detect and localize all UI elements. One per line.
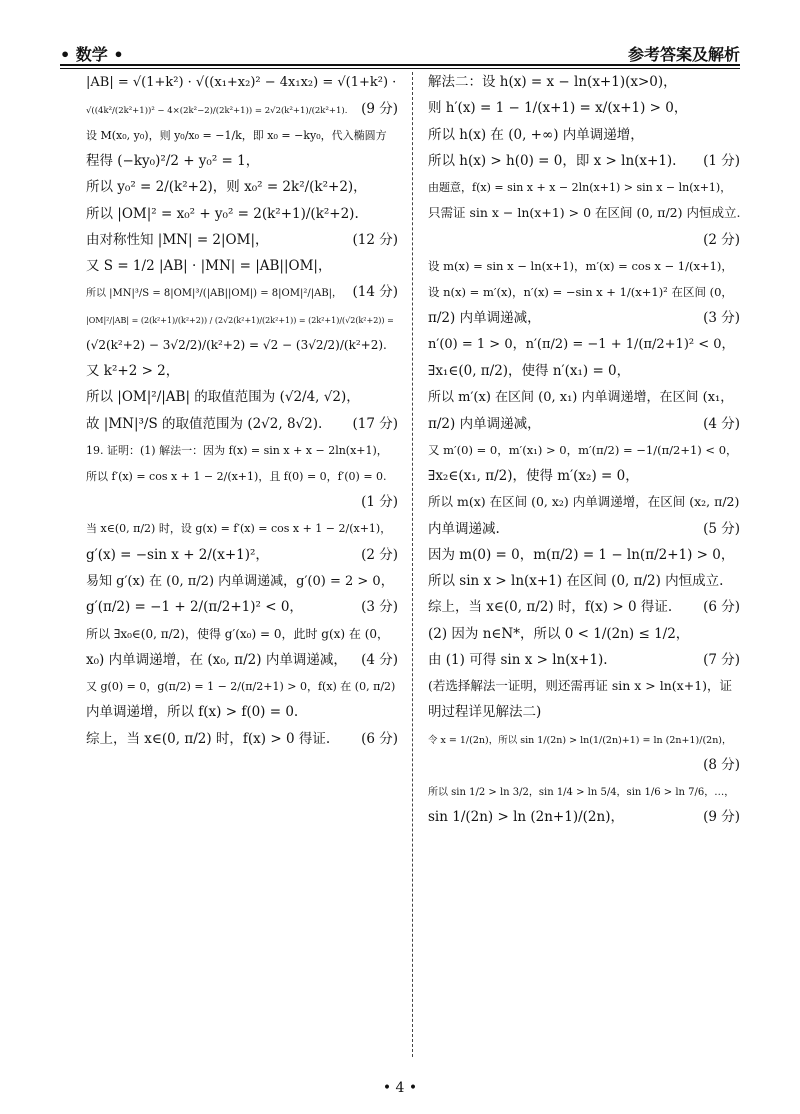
solution-line: [428, 361, 740, 381]
solution-line: [86, 597, 398, 617]
solution-line: [428, 151, 740, 171]
line-text: 所以 h(x) > h(0) = 0，即 x > ln(x+1).: [428, 152, 677, 169]
solution-line: [428, 282, 740, 302]
page-header: [60, 38, 740, 64]
solution-line: [428, 702, 740, 722]
line-text: π/2) 内单调递减，: [428, 310, 541, 326]
solution-line: [86, 571, 398, 592]
score-mark: (1 分): [703, 152, 740, 169]
solution-line: [428, 125, 740, 145]
solution-line: [428, 414, 740, 434]
line-text: 故 |MN|³/S 的取值范围为 (2√2, 8√2).: [86, 415, 323, 432]
line-text: 又 m′(0) = 0，m′(x₁) > 0，m′(π/2) = −1/(π/2+1) < 0，: [428, 442, 738, 457]
score-mark: (9 分): [703, 809, 740, 825]
line-text: 因为 m(0) = 0，m(π/2) = 1 − ln(π/2+1) > 0，: [428, 546, 735, 563]
document-title: 参考答案及解析: [627, 45, 740, 64]
line-text: √((4k²/(2k²+1))² − 4×(2k²−2)/(2k²+1)) = 2√2(k²+1)/(2k²+1).: [86, 105, 348, 116]
line-text: ∃x₂∈(x₁, π/2)，使得 m′(x₂) = 0，: [428, 468, 639, 484]
solution-line: [86, 177, 398, 197]
line-text: 则 h′(x) = 1 − 1/(x+1) = x/(x+1) > 0，: [428, 100, 688, 117]
line-text: (2) 因为 n∈N*，所以 0 < 1/(2n) ≤ 1/2，: [428, 625, 690, 642]
line-text: 又 g(0) = 0，g(π/2) = 1 − 2/(π/2+1) > 0，f(x) 在 (0, π/2): [86, 680, 396, 693]
line-text: 只需证 sin x − ln(x+1) > 0 在区间 (0, π/2) 内恒成立.: [428, 205, 741, 221]
solution-line: [428, 807, 740, 827]
score-mark: (3 分): [361, 599, 398, 616]
line-text: 所以 |OM|² = x₀² + y₀² = 2(k²+1)/(k²+2).: [86, 205, 359, 222]
line-text: 由对称性知 |MN| = 2|OM|，: [86, 231, 269, 248]
line-text: 所以 f′(x) = cos x + 1 − 2/(x+1)，且 f(0) = 0，f′(0) = 0.: [86, 470, 387, 483]
line-text: (若选择解法一证明，则还需再证 sin x > ln(x+1)，证: [428, 678, 733, 693]
column-divider: [412, 72, 413, 1057]
page-number: • 4 •: [382, 1080, 418, 1096]
solution-line: [86, 361, 398, 381]
solution-line: [428, 177, 740, 197]
line-text: 19. 证明：(1) 解法一：因为 f(x) = sin x + x − 2ln(x+1)，: [86, 443, 388, 457]
solution-line: [86, 335, 398, 355]
solution-line: [86, 151, 398, 171]
solution-line: [86, 99, 398, 119]
line-text: 内单调递增，所以 f(x) > f(0) = 0.: [86, 704, 299, 721]
left-column: [86, 72, 398, 755]
score-mark: (14 分): [352, 284, 398, 301]
score-mark: (6 分): [361, 730, 398, 747]
solution-line: [428, 545, 740, 565]
line-text: 综上，当 x∈(0, π/2) 时，f(x) > 0 得证.: [86, 730, 331, 747]
line-text: 综上，当 x∈(0, π/2) 时，f(x) > 0 得证.: [428, 599, 673, 616]
line-text: 所以 sin x > ln(x+1) 在区间 (0, π/2) 内恒成立.: [428, 573, 724, 589]
solution-line: [428, 334, 740, 355]
score-mark: (12 分): [352, 231, 398, 248]
line-text: x₀) 内单调递增，在 (x₀, π/2) 内单调递减，: [86, 651, 347, 668]
line-text: ∃x₁∈(0, π/2)，使得 n′(x₁) = 0，: [428, 362, 631, 379]
line-text: π/2) 内单调递减，: [428, 415, 541, 432]
solution-line: [428, 440, 740, 460]
solution-line: [86, 440, 398, 460]
solution-line: [428, 597, 740, 617]
line-text: 又 k²+2 > 2，: [86, 363, 180, 379]
solution-line: [86, 702, 398, 722]
score-mark: (17 分): [352, 415, 398, 432]
line-text: 又 S = 1/2 |AB| · |MN| = |AB||OM|，: [86, 258, 332, 274]
line-text: (√2(k²+2) − 3√2/2)/(k²+2) = √2 − (3√2/2)/(k²+2).: [86, 337, 387, 352]
line-text: 由题意，f(x) = sin x + x − 2ln(x+1) > sin x − ln(x+1)，: [428, 181, 732, 194]
line-text: g′(x) = −sin x + 2/(x+1)²，: [86, 546, 269, 563]
score-mark: (2 分): [361, 546, 398, 563]
line-text: 所以 |OM|²/|AB| 的取值范围为 (√2/4, √2)，: [86, 389, 360, 406]
solution-line: [428, 72, 740, 92]
line-text: 内单调递减.: [428, 520, 500, 537]
header-rule: [60, 64, 740, 66]
solution-line: [428, 98, 740, 118]
solution-line: [428, 650, 740, 670]
solution-line: [86, 125, 398, 145]
solution-line: [86, 309, 398, 329]
solution-line: [428, 781, 740, 801]
solution-line: [86, 72, 398, 93]
solution-line: [428, 387, 740, 408]
line-text: |AB| = √(1+k²) · √((x₁+x₂)² − 4x₁x₂) = √(1+k²) ·: [86, 75, 397, 90]
score-mark: (2 分): [703, 231, 740, 248]
line-text: 所以 ∃x₀∈(0, π/2)，使得 g′(x₀) = 0，此时 g(x) 在 (0，: [86, 626, 390, 641]
line-text: 解法二：设 h(x) = x − ln(x+1)(x>0)，: [428, 74, 677, 90]
line-text: 所以 m′(x) 在区间 (0, x₁) 内单调递增，在区间 (x₁，: [428, 390, 734, 405]
solution-line: [428, 466, 740, 486]
solution-line: [428, 519, 740, 539]
solution-line: [86, 466, 398, 486]
score-mark: (1 分): [361, 494, 398, 511]
score-mark: (5 分): [703, 520, 740, 537]
solution-line: [86, 676, 398, 696]
subject-label: • 数学 •: [60, 45, 124, 64]
score-mark: (8 分): [703, 756, 740, 773]
line-text: |OM|²/|AB| = (2(k²+1)/(k²+2)) / (2√2(k²+1)/(2k²+1)) = (2k²+1)/(√2(k²+2)) =: [86, 315, 394, 325]
score-mark: (4 分): [361, 651, 398, 668]
solution-line: [428, 571, 740, 591]
solution-line: [86, 230, 398, 250]
solution-line: [86, 650, 398, 670]
line-text: n′(0) = 1 > 0，n′(π/2) = −1 + 1/(π/2+1)² < 0，: [428, 337, 735, 353]
line-text: 令 x = 1/(2n)，所以 sin 1/(2n) > ln(1/(2n)+1) = ln (2n+1)/(2n)，: [428, 734, 732, 746]
line-text: 当 x∈(0, π/2) 时，设 g(x) = f′(x) = cos x + 1 − 2/(x+1)，: [86, 522, 392, 536]
solution-line: [86, 729, 398, 749]
line-text: 易知 g′(x) 在 (0, π/2) 内单调递减，g′(0) = 2 > 0，: [86, 573, 394, 589]
line-text: 由 (1) 可得 sin x > ln(x+1).: [428, 651, 608, 668]
line-text: 所以 |MN|³/S = 8|OM|³/(|AB||OM|) = 8|OM|²/|AB|，: [86, 288, 343, 300]
solution-line: [86, 492, 398, 512]
score-mark: (4 分): [703, 415, 740, 432]
line-text: 所以 h(x) 在 (0, +∞) 内单调递增，: [428, 126, 644, 143]
line-text: g′(π/2) = −1 + 2/(π/2+1)² < 0，: [86, 599, 303, 616]
solution-line: [86, 624, 398, 644]
right-column: [428, 72, 740, 833]
solution-line: [86, 282, 398, 302]
score-mark: (3 分): [703, 310, 740, 326]
header-rule-thin: [60, 68, 740, 69]
line-text: 所以 sin 1/2 > ln 3/2，sin 1/4 > ln 5/4，sin 1/6 > ln 7/6，…，: [428, 786, 735, 798]
line-text: 设 m(x) = sin x − ln(x+1)，m′(x) = cos x − 1/(x+1)，: [428, 258, 733, 273]
solution-line: [428, 755, 740, 775]
solution-line: [86, 518, 398, 538]
line-text: 所以 y₀² = 2/(k²+2)，则 x₀² = 2k²/(k²+2)，: [86, 179, 367, 196]
solution-line: [86, 414, 398, 434]
solution-line: [428, 230, 740, 250]
solution-line: [428, 256, 740, 276]
line-text: 设 M(x₀, y₀)，则 y₀/x₀ = −1/k，即 x₀ = −ky₀，代入椭圆方: [86, 128, 387, 142]
solution-line: [86, 545, 398, 565]
line-text: 明过程详见解法二): [428, 704, 542, 721]
solution-line: [86, 256, 398, 276]
score-mark: (6 分): [703, 599, 740, 616]
score-mark: (7 分): [703, 651, 740, 668]
line-text: 设 n(x) = m′(x)，n′(x) = −sin x + 1/(x+1)² 在区间 (0，: [428, 284, 733, 299]
score-mark: (9 分): [361, 100, 398, 117]
solution-line: [428, 203, 740, 223]
line-text: 程得 (−ky₀)²/2 + y₀² = 1，: [86, 153, 260, 169]
solution-line: [428, 308, 740, 328]
solution-line: [428, 729, 740, 749]
solution-line: [428, 624, 740, 644]
line-text: sin 1/(2n) > ln (2n+1)/(2n)，: [428, 809, 624, 825]
solution-line: [428, 492, 740, 512]
solution-line: [86, 204, 398, 224]
line-text: 所以 m(x) 在区间 (0, x₂) 内单调递增，在区间 (x₂, π/2): [428, 494, 740, 510]
solution-line: [86, 387, 398, 407]
solution-line: [428, 676, 740, 696]
